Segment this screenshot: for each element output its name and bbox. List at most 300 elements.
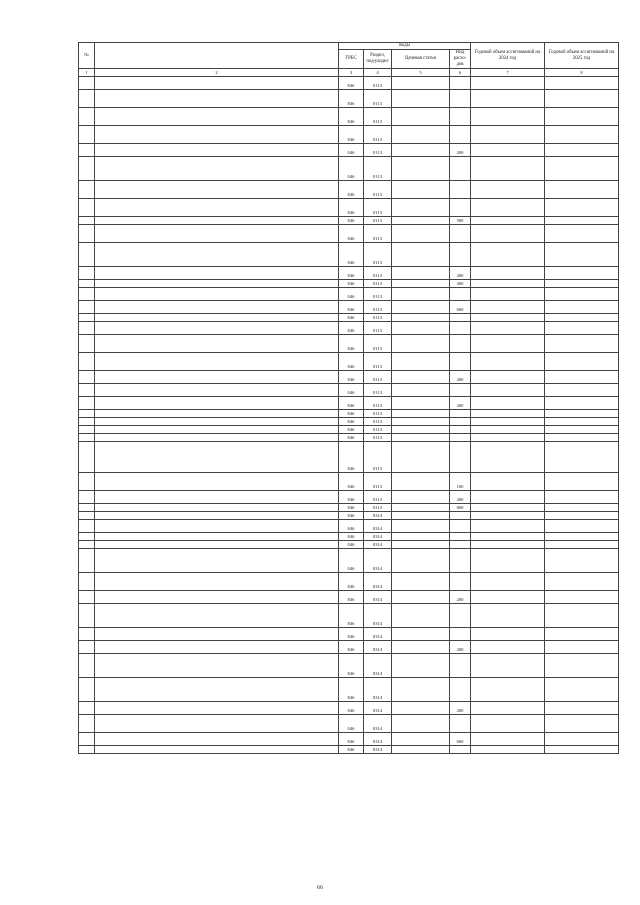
table-row: [79, 225, 619, 243]
row-target-cell: [392, 733, 450, 746]
row-name-cell: [95, 641, 339, 654]
row-section-cell: 0113: [364, 267, 392, 280]
row-number-cell: [79, 280, 95, 288]
row-vol24-cell: [471, 108, 545, 126]
row-vol24-cell: [471, 520, 545, 533]
row-grbs-cell: 846: [339, 353, 364, 371]
row-target-cell: [392, 604, 450, 628]
row-number-cell: [79, 410, 95, 418]
table-row: [79, 108, 619, 126]
table-row: [79, 144, 619, 157]
row-vol24-cell: [471, 504, 545, 512]
row-target-cell: [392, 418, 450, 426]
row-name-cell: [95, 243, 339, 267]
row-vol24-cell: [471, 549, 545, 573]
row-vol25-cell: [545, 77, 619, 90]
row-vol25-cell: [545, 434, 619, 442]
row-number-cell: [79, 746, 95, 754]
row-vr-cell: 300: [450, 280, 471, 288]
row-vr-cell: 200: [450, 491, 471, 504]
row-name-cell: [95, 108, 339, 126]
row-section-cell: 0113: [364, 77, 392, 90]
row-name-cell: [95, 733, 339, 746]
row-number-cell: [79, 267, 95, 280]
row-section-cell: 0314: [364, 641, 392, 654]
row-number-cell: [79, 144, 95, 157]
row-section-cell: 0314: [364, 591, 392, 604]
row-section-cell: 0113: [364, 410, 392, 418]
row-vr-cell: [450, 384, 471, 397]
row-name-cell: [95, 144, 339, 157]
col-index-3: 3: [339, 69, 364, 77]
row-target-cell: [392, 288, 450, 301]
row-vol25-cell: [545, 604, 619, 628]
row-grbs-cell: 846: [339, 217, 364, 225]
row-number-cell: [79, 504, 95, 512]
row-grbs-cell: 846: [339, 512, 364, 520]
row-vr-cell: [450, 541, 471, 549]
row-name-cell: [95, 371, 339, 384]
row-section-cell: 0314: [364, 549, 392, 573]
row-section-cell: 0113: [364, 181, 392, 199]
row-grbs-cell: 846: [339, 491, 364, 504]
table-row: [79, 157, 619, 181]
row-vol25-cell: [545, 733, 619, 746]
row-vol25-cell: [545, 702, 619, 715]
col-index-7: 7: [471, 69, 545, 77]
row-target-cell: [392, 442, 450, 473]
row-section-cell: 0113: [364, 371, 392, 384]
row-vr-cell: [450, 314, 471, 322]
row-number-cell: [79, 108, 95, 126]
row-vr-cell: [450, 157, 471, 181]
row-grbs-cell: 846: [339, 243, 364, 267]
row-target-cell: [392, 473, 450, 491]
table-row: [79, 702, 619, 715]
table-row: [79, 418, 619, 426]
row-vol25-cell: [545, 371, 619, 384]
row-section-cell: 0314: [364, 604, 392, 628]
col-grbs-header: ГРБС: [339, 50, 364, 69]
row-grbs-cell: 846: [339, 371, 364, 384]
row-vol24-cell: [471, 678, 545, 702]
row-number-cell: [79, 678, 95, 702]
row-vol24-cell: [471, 225, 545, 243]
row-target-cell: [392, 384, 450, 397]
row-grbs-cell: 846: [339, 654, 364, 678]
row-grbs-cell: 846: [339, 267, 364, 280]
row-section-cell: 0113: [364, 108, 392, 126]
row-vr-cell: [450, 549, 471, 573]
row-number-cell: [79, 199, 95, 217]
table-row: [79, 301, 619, 314]
row-vol24-cell: [471, 90, 545, 108]
row-number-cell: [79, 591, 95, 604]
row-name-cell: [95, 746, 339, 754]
row-name-cell: [95, 301, 339, 314]
row-vol25-cell: [545, 678, 619, 702]
row-target-cell: [392, 591, 450, 604]
table-row: [79, 280, 619, 288]
row-target-cell: [392, 715, 450, 733]
row-vol25-cell: [545, 267, 619, 280]
row-target-cell: [392, 504, 450, 512]
page-number: 66: [317, 885, 323, 891]
row-section-cell: 0113: [364, 126, 392, 144]
row-number-cell: [79, 225, 95, 243]
row-name-cell: [95, 442, 339, 473]
row-vol24-cell: [471, 541, 545, 549]
row-vr-cell: [450, 199, 471, 217]
row-section-cell: 0113: [364, 353, 392, 371]
row-vol25-cell: [545, 533, 619, 541]
table-row: [79, 434, 619, 442]
row-vol25-cell: [545, 217, 619, 225]
row-name-cell: [95, 654, 339, 678]
row-grbs-cell: 846: [339, 126, 364, 144]
table-row: [79, 473, 619, 491]
row-number-cell: [79, 473, 95, 491]
row-vol25-cell: [545, 157, 619, 181]
row-vol25-cell: [545, 549, 619, 573]
row-vr-cell: 200: [450, 267, 471, 280]
row-vr-cell: 100: [450, 473, 471, 491]
table-row: [79, 267, 619, 280]
row-grbs-cell: 846: [339, 604, 364, 628]
row-vr-cell: [450, 126, 471, 144]
row-vol24-cell: [471, 126, 545, 144]
row-section-cell: 0314: [364, 654, 392, 678]
table-row: [79, 314, 619, 322]
row-grbs-cell: 846: [339, 641, 364, 654]
row-target-cell: [392, 628, 450, 641]
row-target-cell: [392, 512, 450, 520]
row-number-cell: [79, 628, 95, 641]
row-grbs-cell: 846: [339, 434, 364, 442]
row-number-cell: [79, 520, 95, 533]
row-target-cell: [392, 335, 450, 353]
row-vol24-cell: [471, 335, 545, 353]
row-vr-cell: [450, 181, 471, 199]
row-target-cell: [392, 301, 450, 314]
row-number-cell: [79, 426, 95, 434]
row-vol25-cell: [545, 243, 619, 267]
row-grbs-cell: 846: [339, 225, 364, 243]
row-vr-cell: 600: [450, 301, 471, 314]
row-target-cell: [392, 199, 450, 217]
row-section-cell: 0314: [364, 520, 392, 533]
row-vol24-cell: [471, 715, 545, 733]
row-vr-cell: [450, 288, 471, 301]
row-grbs-cell: 846: [339, 541, 364, 549]
row-target-cell: [392, 181, 450, 199]
row-target-cell: [392, 654, 450, 678]
row-vr-cell: [450, 426, 471, 434]
row-section-cell: 0113: [364, 314, 392, 322]
col-name-header: [95, 43, 339, 69]
row-vol24-cell: [471, 144, 545, 157]
row-vol24-cell: [471, 426, 545, 434]
row-target-cell: [392, 426, 450, 434]
row-grbs-cell: 846: [339, 108, 364, 126]
row-section-cell: 0314: [364, 746, 392, 754]
row-number-cell: [79, 371, 95, 384]
row-grbs-cell: 846: [339, 504, 364, 512]
row-section-cell: 0113: [364, 225, 392, 243]
row-vr-cell: [450, 410, 471, 418]
row-target-cell: [392, 108, 450, 126]
row-vol24-cell: [471, 702, 545, 715]
row-vol24-cell: [471, 314, 545, 322]
row-section-cell: 0314: [364, 715, 392, 733]
row-target-cell: [392, 217, 450, 225]
row-target-cell: [392, 573, 450, 591]
row-vol25-cell: [545, 322, 619, 335]
row-name-cell: [95, 434, 339, 442]
row-grbs-cell: 846: [339, 746, 364, 754]
row-section-cell: 0314: [364, 678, 392, 702]
row-section-cell: 0314: [364, 512, 392, 520]
row-section-cell: 0113: [364, 491, 392, 504]
row-target-cell: [392, 267, 450, 280]
row-name-cell: [95, 418, 339, 426]
row-number-cell: [79, 301, 95, 314]
row-section-cell: 0113: [364, 434, 392, 442]
row-vol25-cell: [545, 418, 619, 426]
row-vol24-cell: [471, 353, 545, 371]
table-row: [79, 90, 619, 108]
row-target-cell: [392, 549, 450, 573]
row-name-cell: [95, 541, 339, 549]
row-vr-cell: [450, 628, 471, 641]
row-vol24-cell: [471, 217, 545, 225]
row-vr-cell: 800: [450, 504, 471, 512]
col-codes-header: Коды: [339, 43, 471, 50]
row-vol24-cell: [471, 181, 545, 199]
row-name-cell: [95, 225, 339, 243]
table-row: [79, 654, 619, 678]
row-grbs-cell: 846: [339, 322, 364, 335]
row-target-cell: [392, 243, 450, 267]
row-vr-cell: 200: [450, 144, 471, 157]
row-grbs-cell: 846: [339, 77, 364, 90]
row-grbs-cell: 846: [339, 473, 364, 491]
row-name-cell: [95, 217, 339, 225]
row-section-cell: 0314: [364, 702, 392, 715]
row-vr-cell: [450, 604, 471, 628]
row-target-cell: [392, 678, 450, 702]
row-name-cell: [95, 77, 339, 90]
row-vol25-cell: [545, 410, 619, 418]
row-vol24-cell: [471, 243, 545, 267]
row-vol25-cell: [545, 491, 619, 504]
row-name-cell: [95, 288, 339, 301]
row-grbs-cell: 846: [339, 591, 364, 604]
row-vol25-cell: [545, 288, 619, 301]
row-name-cell: [95, 280, 339, 288]
row-number-cell: [79, 641, 95, 654]
col-target-header: Целевая статья: [392, 50, 450, 69]
row-grbs-cell: 846: [339, 288, 364, 301]
col-index-6: 6: [450, 69, 471, 77]
row-vol24-cell: [471, 384, 545, 397]
row-name-cell: [95, 199, 339, 217]
row-name-cell: [95, 410, 339, 418]
row-vol24-cell: [471, 288, 545, 301]
row-target-cell: [392, 314, 450, 322]
row-name-cell: [95, 384, 339, 397]
row-vol24-cell: [471, 628, 545, 641]
table-row: [79, 504, 619, 512]
col-vol24-header: Годовой объем ассигнований на 2024 год: [471, 43, 545, 69]
row-target-cell: [392, 225, 450, 243]
row-vol24-cell: [471, 157, 545, 181]
row-vol25-cell: [545, 90, 619, 108]
row-section-cell: 0113: [364, 217, 392, 225]
row-grbs-cell: 846: [339, 702, 364, 715]
row-name-cell: [95, 520, 339, 533]
row-vol25-cell: [545, 573, 619, 591]
row-name-cell: [95, 678, 339, 702]
row-vr-cell: [450, 434, 471, 442]
row-vol24-cell: [471, 434, 545, 442]
row-vol24-cell: [471, 533, 545, 541]
table-row: [79, 335, 619, 353]
row-grbs-cell: 846: [339, 678, 364, 702]
row-vr-cell: [450, 322, 471, 335]
table-row: [79, 573, 619, 591]
row-number-cell: [79, 541, 95, 549]
row-number-cell: [79, 654, 95, 678]
row-vol25-cell: [545, 591, 619, 604]
row-vr-cell: [450, 353, 471, 371]
row-name-cell: [95, 504, 339, 512]
row-vol24-cell: [471, 397, 545, 410]
budget-table-sheet: [78, 42, 618, 754]
row-name-cell: [95, 533, 339, 541]
row-name-cell: [95, 90, 339, 108]
row-vol25-cell: [545, 715, 619, 733]
row-name-cell: [95, 397, 339, 410]
table-row: [79, 199, 619, 217]
table-row: [79, 491, 619, 504]
table-row: [79, 384, 619, 397]
row-vol25-cell: [545, 108, 619, 126]
col-no-header: №: [79, 43, 95, 69]
row-vol25-cell: [545, 301, 619, 314]
row-name-cell: [95, 702, 339, 715]
table-row: [79, 217, 619, 225]
row-number-cell: [79, 90, 95, 108]
row-vr-cell: [450, 225, 471, 243]
row-vol25-cell: [545, 654, 619, 678]
row-grbs-cell: 846: [339, 90, 364, 108]
row-grbs-cell: 846: [339, 573, 364, 591]
row-section-cell: 0314: [364, 573, 392, 591]
row-vol25-cell: [545, 314, 619, 322]
row-vr-cell: 200: [450, 641, 471, 654]
table-row: [79, 520, 619, 533]
row-name-cell: [95, 591, 339, 604]
table-row: [79, 604, 619, 628]
budget-table: [78, 42, 619, 754]
row-section-cell: 0314: [364, 533, 392, 541]
row-grbs-cell: 846: [339, 301, 364, 314]
row-target-cell: [392, 641, 450, 654]
row-grbs-cell: 846: [339, 199, 364, 217]
col-index-2: 2: [95, 69, 339, 77]
row-name-cell: [95, 473, 339, 491]
row-target-cell: [392, 491, 450, 504]
row-number-cell: [79, 157, 95, 181]
row-number-cell: [79, 314, 95, 322]
row-target-cell: [392, 90, 450, 108]
table-row: [79, 353, 619, 371]
row-number-cell: [79, 549, 95, 573]
row-vol24-cell: [471, 641, 545, 654]
table-row: [79, 243, 619, 267]
table-row: [79, 733, 619, 746]
row-name-cell: [95, 491, 339, 504]
col-vr-header: Вид расхо-дов: [450, 50, 471, 69]
row-vr-cell: 200: [450, 397, 471, 410]
row-vol24-cell: [471, 733, 545, 746]
row-section-cell: 0113: [364, 322, 392, 335]
row-section-cell: 0113: [364, 384, 392, 397]
row-vol25-cell: [545, 397, 619, 410]
row-section-cell: 0113: [364, 442, 392, 473]
row-grbs-cell: 846: [339, 520, 364, 533]
table-row: [79, 541, 619, 549]
row-vol24-cell: [471, 322, 545, 335]
row-section-cell: 0113: [364, 144, 392, 157]
table-row: [79, 746, 619, 754]
row-vol25-cell: [545, 746, 619, 754]
row-section-cell: 0113: [364, 280, 392, 288]
row-grbs-cell: 846: [339, 442, 364, 473]
row-number-cell: [79, 77, 95, 90]
row-number-cell: [79, 126, 95, 144]
row-section-cell: 0113: [364, 288, 392, 301]
table-row: [79, 549, 619, 573]
table-row: [79, 591, 619, 604]
row-grbs-cell: 846: [339, 549, 364, 573]
row-vol25-cell: [545, 144, 619, 157]
table-row: [79, 715, 619, 733]
row-vol24-cell: [471, 746, 545, 754]
row-name-cell: [95, 267, 339, 280]
row-number-cell: [79, 335, 95, 353]
row-number-cell: [79, 604, 95, 628]
row-vol24-cell: [471, 491, 545, 504]
row-vr-cell: 200: [450, 591, 471, 604]
table-row: [79, 678, 619, 702]
row-vr-cell: [450, 715, 471, 733]
row-vr-cell: [450, 533, 471, 541]
table-row: [79, 410, 619, 418]
row-target-cell: [392, 702, 450, 715]
row-vol25-cell: [545, 199, 619, 217]
row-vr-cell: [450, 654, 471, 678]
row-vol25-cell: [545, 520, 619, 533]
row-vol25-cell: [545, 426, 619, 434]
col-index-8: 8: [545, 69, 619, 77]
row-number-cell: [79, 702, 95, 715]
row-target-cell: [392, 746, 450, 754]
row-number-cell: [79, 491, 95, 504]
row-target-cell: [392, 434, 450, 442]
row-vol25-cell: [545, 384, 619, 397]
